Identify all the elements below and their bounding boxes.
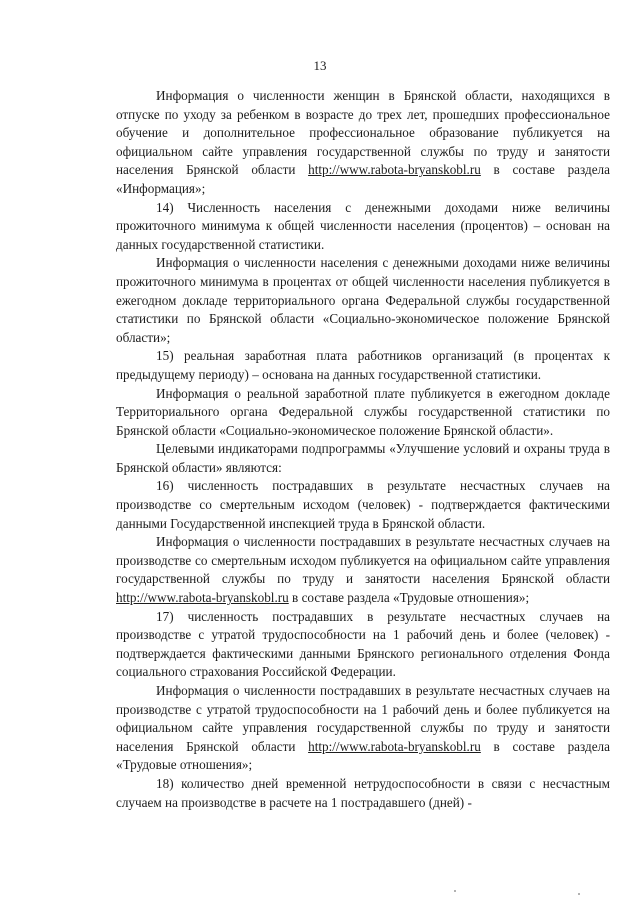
paragraph-text: Целевыми индикаторами подпрограммы «Улучшение условий и охраны труда в Брянской области» являются: xyxy=(116,441,610,475)
paragraph xyxy=(116,477,610,533)
paragraph-text: в составе раздела «Трудовые отношения»; xyxy=(116,738,610,773)
paragraph-text: Информация о численности женщин в Брянской области, находящихся в отпуске по уходу за ребенком в возрасте до трех лет, прошедших профессиональное обучение и дополнительное профессиональное образование публикуется на официальном сайте управления государственной службы по труду и занятости населения Брянской области xyxy=(116,88,610,178)
website-link[interactable]: http://www.rabota-bryanskobl.ru xyxy=(116,590,289,606)
document-body xyxy=(116,87,610,812)
paragraph-text: Информация о реальной заработной плате публикуется в ежегодном докладе Территориального органа Федеральной службы государственной статистики по Брянской области «Социально-экономическое положение Брянской области». xyxy=(116,385,610,438)
paragraph-text: 18) количество дней временной нетрудоспособности в связи с несчастным случаем на производстве в расчете на 1 пострадавшего (дней) - xyxy=(116,775,610,810)
scan-speck xyxy=(578,893,580,895)
paragraph-text: Информация о численности пострадавших в результате несчастных случаев на производстве с утратой трудоспособности на 1 рабочий день и более публикуется на официальном сайте управления государственной службы по труду и занятости населения Брянской области xyxy=(116,683,610,754)
paragraph xyxy=(116,682,610,775)
paragraph-text: Информация о численности пострадавших в результате несчастных случаев на производстве со смертельным исходом публикуется на официальном сайте управления государственной службы по труду и занятости населения Брянской области xyxy=(116,534,610,587)
paragraph xyxy=(116,385,610,441)
paragraph xyxy=(116,608,610,682)
paragraph-text: Информация о численности населения с денежными доходами ниже величины прожиточного минимума в процентах от общей численности населения публикуется в ежегодном докладе территориального органа Федеральной службы государственной статистики по Брянской области «Социально-экономическое положение Брянской области»; xyxy=(116,255,610,345)
paragraph-text: 15) реальная заработная плата работников организаций (в процентах к предыдущему периоду) – основана на данных государственной статистики. xyxy=(116,348,610,382)
paragraph-text: в составе раздела «Информация»; xyxy=(116,162,610,196)
scan-speck xyxy=(454,890,456,892)
paragraph-text: 16) численность пострадавших в результате несчастных случаев на производстве со смертельным исходом (человек) - подтверждается фактическими данными Государственной инспекцией труда в Брянской области. xyxy=(116,478,610,531)
paragraph-text: 14) Численность населения с денежными доходами ниже величины прожиточного минимума к общей численности населения (процентов) – основан на данных государственной статистики. xyxy=(116,199,610,252)
website-link[interactable]: http://www.rabota-bryanskobl.ru xyxy=(308,162,481,178)
paragraph-text: 17) численность пострадавших в результате несчастных случаев на производстве с утратой трудоспособности на 1 рабочий день и более (человек) - подтверждается фактическими данными Брянского регионального отделения Фонда социального страхования Российской Федерации. xyxy=(116,608,610,680)
paragraph xyxy=(116,440,610,477)
paragraph xyxy=(116,254,610,347)
page-number: 13 xyxy=(313,58,327,73)
paragraph xyxy=(116,347,610,384)
paragraph xyxy=(116,775,610,812)
paragraph-text: в составе раздела «Трудовые отношения»; xyxy=(288,590,530,606)
paragraph xyxy=(116,199,610,255)
paragraph xyxy=(116,533,610,607)
website-link[interactable]: http://www.rabota-bryanskobl.ru xyxy=(308,738,481,754)
paragraph xyxy=(116,87,610,199)
